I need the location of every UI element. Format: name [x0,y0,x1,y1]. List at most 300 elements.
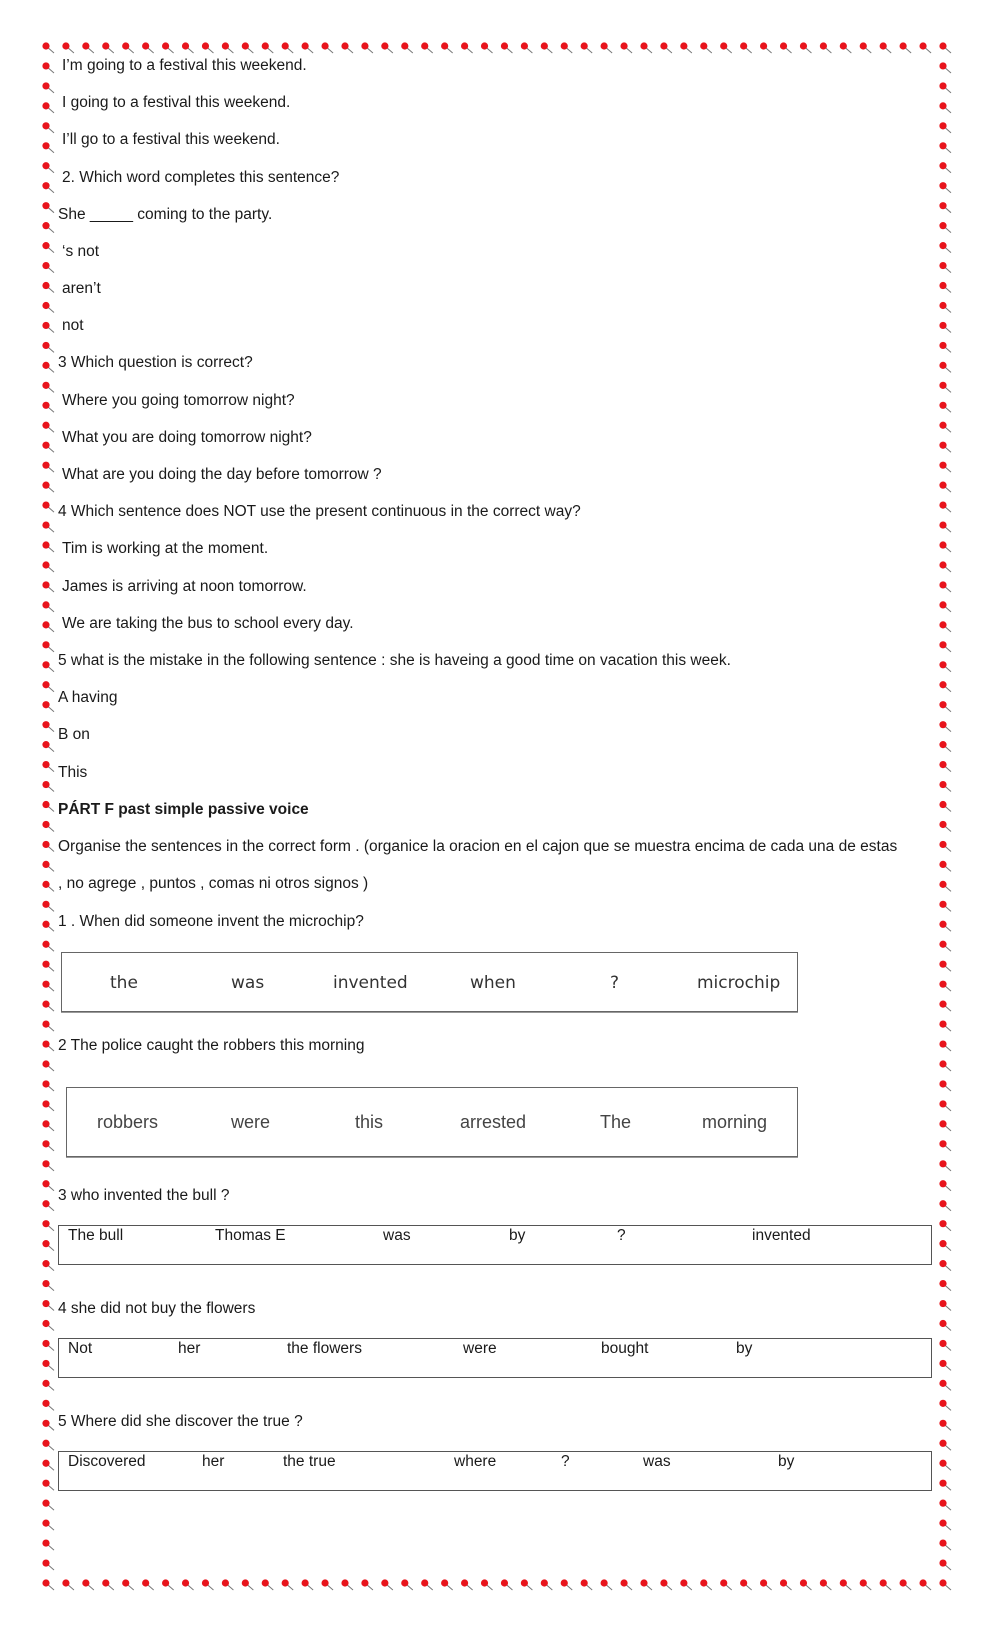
border-dot [939,1520,951,1531]
border-dot [939,1020,951,1031]
border-dot [42,521,54,532]
border-dot [401,42,413,53]
border-dot [321,42,333,53]
border-dot [720,42,732,53]
border-dot [840,1579,852,1590]
border-dot [660,1579,672,1590]
word-tile[interactable]: her [178,1340,201,1357]
option-line: What you are doing tomorrow night? [62,429,312,446]
border-dot [939,1060,951,1071]
border-dot [42,1240,54,1251]
border-dot [939,561,951,572]
border-dot [939,761,951,772]
border-dot [880,1579,892,1590]
border-dot [939,242,951,253]
border-dot [840,42,852,53]
border-dot [939,1240,951,1251]
border-dot [42,1200,54,1211]
border-dot [42,1220,54,1231]
border-dot [939,781,951,792]
border-dot [581,42,593,53]
border-dot [102,42,114,53]
border-dot [42,1340,54,1351]
border-dot [780,42,792,53]
word-tile[interactable]: was [231,973,265,993]
border-dot [42,801,54,812]
border-dot [939,202,951,213]
border-dot [262,42,274,53]
border-dot [740,42,752,53]
border-dot [42,881,54,892]
border-dot [102,1579,114,1590]
question-4: 4 Which sentence does NOT use the present continuous in the correct way? [58,503,581,520]
border-dot [42,102,54,113]
border-dot [42,741,54,752]
border-dot [42,302,54,313]
border-dot [660,42,672,53]
border-dot [42,202,54,213]
border-dot [800,1579,812,1590]
border-dot [939,601,951,612]
border-dot [820,42,832,53]
border-dot [42,362,54,373]
border-dot [42,821,54,832]
border-dot [42,1539,54,1550]
border-dot [42,661,54,672]
border-dot [42,262,54,273]
border-dot [42,82,54,93]
border-dot [939,521,951,532]
part-f-heading: PÁRT F past simple passive voice [58,801,309,818]
border-dot [42,1360,54,1371]
border-dot [939,482,951,493]
border-dot [939,841,951,852]
word-tile[interactable]: was [383,1227,411,1244]
border-dot [760,1579,772,1590]
border-dot [561,42,573,53]
word-box-3[interactable] [58,1225,932,1265]
border-dot [42,1500,54,1511]
border-dot [939,1080,951,1091]
border-dot [341,1579,353,1590]
border-dot [481,1579,493,1590]
border-dot [42,681,54,692]
border-dot [939,1340,951,1351]
word-tile[interactable]: ? [610,973,620,993]
border-dot [42,541,54,552]
border-dot [441,42,453,53]
border-dot [939,1480,951,1491]
border-dot [162,1579,174,1590]
border-dot [939,282,951,293]
border-dot [900,42,912,53]
border-dot [501,42,513,53]
word-tile[interactable]: the true [283,1453,336,1470]
option-line: James is arriving at noon tomorrow. [62,578,307,595]
word-box-4[interactable] [58,1338,932,1378]
border-dot [740,1579,752,1590]
border-dot [122,42,134,53]
word-tile[interactable]: invented [752,1227,811,1244]
word-tile[interactable]: Not [68,1340,93,1357]
word-tile[interactable]: by [509,1227,526,1244]
border-dot [42,1420,54,1431]
border-dot [820,1579,832,1590]
border-dot [919,1579,931,1590]
border-dot [939,462,951,473]
word-tile[interactable]: robbers [97,1112,159,1132]
border-dot [42,322,54,333]
border-dot [421,42,433,53]
border-dot [42,482,54,493]
border-dot [42,1260,54,1271]
border-dot [939,1001,951,1012]
border-dot [42,1559,54,1570]
word-tile[interactable]: by [778,1453,795,1470]
sentence-line: She _____ coming to the party. [58,206,273,223]
border-dot [939,1440,951,1451]
task-1-prompt: 1 . When did someone invent the microchip? [58,913,364,930]
border-dot [939,442,951,453]
option-line: I’ll go to a festival this weekend. [62,131,280,148]
border-dot [939,262,951,273]
border-dot [939,721,951,732]
border-dot [321,1579,333,1590]
border-dot [381,1579,393,1590]
border-dot [939,1400,951,1411]
word-tile[interactable]: ? [561,1453,570,1470]
border-dot [122,1579,134,1590]
border-dot [42,122,54,133]
option-line: Tim is working at the moment. [62,540,269,557]
border-dot [481,42,493,53]
word-tile[interactable]: were [231,1112,271,1132]
border-dot [401,1579,413,1590]
border-dot [242,1579,254,1590]
border-dot [939,921,951,932]
border-dot [42,1440,54,1451]
option-line: A having [58,689,118,706]
border-dot [42,1140,54,1151]
border-dot [302,42,314,53]
border-dot [42,282,54,293]
word-tile[interactable]: The [600,1112,632,1132]
border-dot [700,42,712,53]
border-dot [939,182,951,193]
border-dot [939,162,951,173]
border-dot [461,1579,473,1590]
border-dot [939,1539,951,1550]
border-dot [939,1320,951,1331]
border-dot [42,1120,54,1131]
border-dot [42,721,54,732]
border-dot [42,1520,54,1531]
border-dot [42,1020,54,1031]
word-tile[interactable]: the [110,973,138,993]
border-dot [880,42,892,53]
border-dot [42,621,54,632]
border-dot [42,1320,54,1331]
border-dot [939,701,951,712]
border-dot [42,901,54,912]
border-dot [341,42,353,53]
border-dot [939,1180,951,1191]
border-dot [561,1579,573,1590]
border-dot [222,1579,234,1590]
option-line: ‘s not [62,243,100,260]
border-dot [42,1300,54,1311]
border-dot [939,661,951,672]
border-dot [939,621,951,632]
border-dot [42,941,54,952]
border-dot [939,1360,951,1371]
word-tile[interactable]: invented [333,973,408,993]
border-dot [939,402,951,413]
border-dot [42,1160,54,1171]
border-dot [939,801,951,812]
word-tile[interactable]: bought [601,1340,649,1357]
border-dot [42,342,54,353]
word-tile[interactable]: where [454,1453,497,1470]
border-dot [42,921,54,932]
border-dot [939,222,951,233]
border-dot [42,442,54,453]
border-dot [900,1579,912,1590]
border-dot [680,1579,692,1590]
border-dot [42,1080,54,1091]
border-dot [541,42,553,53]
border-dot [42,1040,54,1051]
border-dot [42,601,54,612]
word-tile[interactable]: microchip [697,973,781,993]
border-dot [700,1579,712,1590]
border-dot [939,1500,951,1511]
border-dot [62,42,74,53]
border-dot [939,362,951,373]
border-dot [640,1579,652,1590]
border-dot [361,1579,373,1590]
word-tile[interactable]: the flowers [287,1340,362,1357]
border-dot [42,222,54,233]
border-dot [939,1040,951,1051]
border-dot [42,761,54,772]
border-dot [760,42,772,53]
border-dot [42,62,54,73]
word-tile[interactable]: were [463,1340,497,1357]
border-dot [302,1579,314,1590]
border-dot [939,581,951,592]
border-dot [939,1300,951,1311]
border-dot [42,561,54,572]
border-dot [282,42,294,53]
border-dot [42,1280,54,1291]
border-dot [521,1579,533,1590]
border-dot [42,1180,54,1191]
border-dot [939,102,951,113]
border-dot [42,182,54,193]
border-dot [42,841,54,852]
border-dot [182,1579,194,1590]
border-dot [42,382,54,393]
task-3-prompt: 3 who invented the bull ? [58,1187,230,1204]
border-dot [939,1380,951,1391]
option-line: What are you doing the day before tomorrow ? [62,466,382,483]
border-dot [939,502,951,513]
border-dot [939,1200,951,1211]
word-tile[interactable]: Thomas E [215,1227,286,1244]
option-line: This [58,764,88,781]
border-dot [939,741,951,752]
border-dot [620,1579,632,1590]
border-dot [939,42,951,53]
border-dot [142,42,154,53]
border-dot [202,42,214,53]
border-dot [640,42,652,53]
word-tile[interactable]: her [202,1453,225,1470]
border-dot [939,1280,951,1291]
border-dot [939,961,951,972]
option-line: aren’t [62,280,101,297]
word-box-1[interactable] [61,952,798,1012]
border-dot [939,422,951,433]
border-dot [42,1579,54,1590]
border-dot [939,302,951,313]
border-dot [939,861,951,872]
border-dot [62,1579,74,1590]
border-dot [939,1120,951,1131]
border-dot [42,1001,54,1012]
border-dot [42,1460,54,1471]
border-dot [381,42,393,53]
border-dot [939,1100,951,1111]
border-dot [162,42,174,53]
border-dot [42,861,54,872]
border-dot [441,1579,453,1590]
border-dot [939,1420,951,1431]
border-dot [939,1260,951,1271]
word-tile[interactable]: when [470,973,516,993]
border-dot [939,901,951,912]
border-dot [42,641,54,652]
border-dot [42,1380,54,1391]
word-tile[interactable]: by [736,1340,753,1357]
border-dot [939,641,951,652]
border-dot [242,42,254,53]
word-tile[interactable]: Discovered [68,1453,146,1470]
border-dot [939,981,951,992]
border-dot [142,1579,154,1590]
option-line: B on [58,726,90,743]
word-box-5[interactable] [58,1451,932,1491]
border-dot [521,42,533,53]
word-tile[interactable]: ? [617,1227,626,1244]
border-dot [421,1579,433,1590]
border-dot [939,941,951,952]
border-dot [939,881,951,892]
task-5-prompt: 5 Where did she discover the true ? [58,1413,303,1430]
border-dot [720,1579,732,1590]
border-dot [939,1579,951,1590]
word-tile[interactable]: this [355,1112,384,1132]
border-dot [42,1100,54,1111]
border-dot [680,42,692,53]
border-dot [939,122,951,133]
border-dot [42,422,54,433]
border-dot [42,502,54,513]
word-tile[interactable]: morning [702,1112,768,1132]
border-dot [860,42,872,53]
border-dot [601,1579,613,1590]
question-5: 5 what is the mistake in the following sentence : she is haveing a good time on vacation this week. [58,652,731,669]
word-tile[interactable]: arrested [460,1112,527,1132]
border-dot [939,681,951,692]
border-dot [42,142,54,153]
border-dot [939,1559,951,1570]
border-dot [82,42,94,53]
border-dot [541,1579,553,1590]
border-dot [939,541,951,552]
border-dot [42,402,54,413]
border-dot [939,1460,951,1471]
border-dot [42,462,54,473]
border-dot [42,1400,54,1411]
border-dot [939,142,951,153]
word-tile[interactable]: The bull [68,1227,124,1244]
border-dot [860,1579,872,1590]
border-dot [939,322,951,333]
border-dot [939,1160,951,1171]
task-2-prompt: 2 The police caught the robbers this morning [58,1037,365,1054]
border-dot [939,382,951,393]
border-dot [581,1579,593,1590]
border-dot [282,1579,294,1590]
border-dot [262,1579,274,1590]
border-dot [202,1579,214,1590]
option-line: not [62,317,84,334]
border-dot [42,42,54,53]
word-box-2[interactable] [66,1087,798,1157]
border-dot [919,42,931,53]
border-dot [939,342,951,353]
task-4-prompt: 4 she did not buy the flowers [58,1300,256,1317]
border-dot [42,162,54,173]
border-dot [601,42,613,53]
border-dot [42,961,54,972]
border-dot [501,1579,513,1590]
word-tile[interactable]: was [643,1453,671,1470]
option-line: Where you going tomorrow night? [62,392,295,409]
border-dot [939,1220,951,1231]
border-dot [361,42,373,53]
instructions-line: Organise the sentences in the correct form . (organice la oracion en el cajon que se muestra encima de cada una de estas [58,838,898,855]
border-dot [42,242,54,253]
border-dot [222,42,234,53]
question-3: 3 Which question is correct? [58,354,253,371]
border-dot [42,1480,54,1491]
border-dot [939,82,951,93]
instructions-line: , no agrege , puntos , comas ni otros signos ) [58,875,369,892]
border-dot [42,701,54,712]
option-line: We are taking the bus to school every day. [62,615,354,632]
question-2: 2. Which word completes this sentence? [62,169,340,186]
border-dot [42,781,54,792]
border-dot [182,42,194,53]
border-dot [800,42,812,53]
border-dot [42,1060,54,1071]
option-line: I going to a festival this weekend. [62,94,291,111]
border-dot [461,42,473,53]
border-dot [939,1140,951,1151]
